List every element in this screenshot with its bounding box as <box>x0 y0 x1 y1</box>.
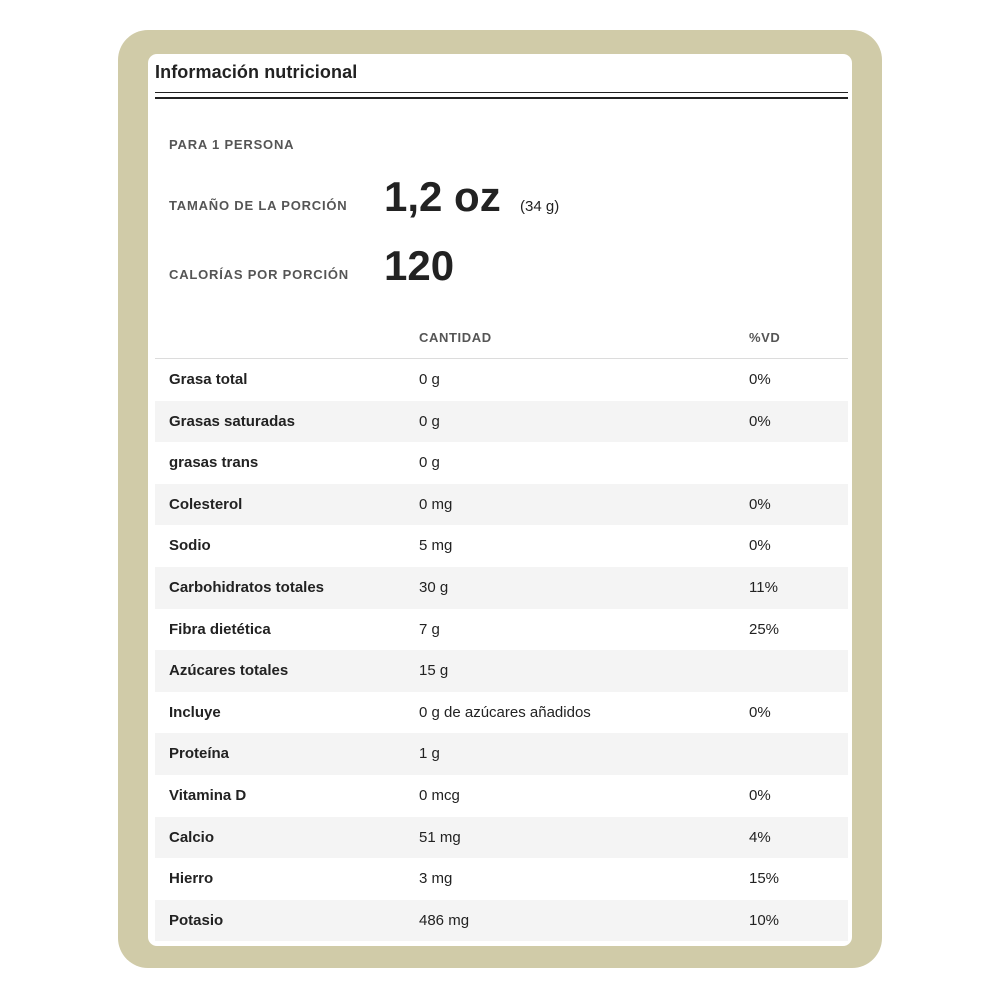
nutrient-daily-value: 25% <box>749 620 780 638</box>
nutrient-name: Colesterol <box>169 495 243 513</box>
table-row <box>155 484 848 526</box>
nutrient-name: Fibra dietética <box>169 620 271 638</box>
nutrient-quantity: 51 mg <box>419 828 461 846</box>
nutrient-quantity: 0 g <box>419 454 440 472</box>
nutrition-card <box>148 54 852 946</box>
nutrient-quantity: 1 g <box>419 745 440 763</box>
column-header-dv: %VD <box>749 330 781 345</box>
table-row <box>155 733 848 775</box>
calories-value: 120 <box>384 242 455 289</box>
nutrient-quantity: 0 g <box>419 371 440 388</box>
nutrient-name: Carbohidratos totales <box>169 578 325 596</box>
title-rule-thin <box>155 92 848 93</box>
nutrient-name: Incluye <box>169 703 221 721</box>
nutrient-quantity: 0 mg <box>419 495 453 513</box>
table-row <box>155 775 848 817</box>
serving-size-value: 1,2 oz <box>384 173 501 220</box>
nutrient-name: Vitamina D <box>169 786 247 804</box>
nutrient-quantity: 486 mg <box>419 911 470 929</box>
serving-size-label: TAMAÑO DE LA PORCIÓN <box>169 198 348 213</box>
nutrient-name: Grasa total <box>169 371 248 388</box>
nutrient-daily-value: 0% <box>749 703 771 721</box>
nutrient-name: Sodio <box>169 537 211 555</box>
nutrient-quantity: 5 mg <box>419 537 453 555</box>
nutrient-quantity: 0 g <box>419 412 440 430</box>
nutrient-daily-value: 0% <box>749 371 771 388</box>
nutrient-quantity: 30 g <box>419 578 449 596</box>
nutrient-name: Azúcares totales <box>169 662 289 680</box>
nutrient-name: Potasio <box>169 911 224 929</box>
title-rule-thick <box>155 97 848 99</box>
nutrient-quantity: 7 g <box>419 620 440 638</box>
table-row <box>155 817 848 859</box>
table-row <box>155 650 848 692</box>
nutrient-name: grasas trans <box>169 454 259 472</box>
table-row <box>155 858 848 900</box>
nutrient-name: Grasas saturadas <box>169 412 295 430</box>
table-row <box>155 692 848 734</box>
nutrient-daily-value: 15% <box>749 870 780 888</box>
nutrient-daily-value: 4% <box>749 828 771 846</box>
nutrient-table <box>155 359 848 941</box>
serving-size-metric: (34 g) <box>520 198 560 215</box>
calories-label: CALORÍAS POR PORCIÓN <box>169 267 349 282</box>
nutrient-name: Hierro <box>169 870 214 888</box>
table-row <box>155 401 848 443</box>
nutrient-name: Proteína <box>169 745 230 763</box>
nutrient-daily-value: 10% <box>749 911 780 929</box>
nutrient-daily-value: 11% <box>749 578 778 596</box>
page-title: Información nutricional <box>155 62 358 82</box>
table-row <box>155 567 848 609</box>
table-row <box>155 900 848 942</box>
table-row <box>155 359 848 401</box>
nutrient-quantity: 3 mg <box>419 870 453 888</box>
nutrient-quantity: 0 mcg <box>419 786 460 804</box>
table-row <box>155 442 848 484</box>
servings-label: PARA 1 PERSONA <box>169 137 295 152</box>
column-header-quantity: CANTIDAD <box>419 330 492 345</box>
nutrient-daily-value: 0% <box>749 412 771 430</box>
nutrient-daily-value: 0% <box>749 537 771 555</box>
table-row <box>155 525 848 567</box>
nutrient-daily-value: 0% <box>749 495 771 513</box>
nutrient-quantity: 0 g de azúcares añadidos <box>419 703 591 721</box>
nutrient-daily-value: 0% <box>749 786 771 804</box>
table-row <box>155 609 848 651</box>
nutrient-quantity: 15 g <box>419 662 449 680</box>
nutrient-name: Calcio <box>169 828 215 846</box>
